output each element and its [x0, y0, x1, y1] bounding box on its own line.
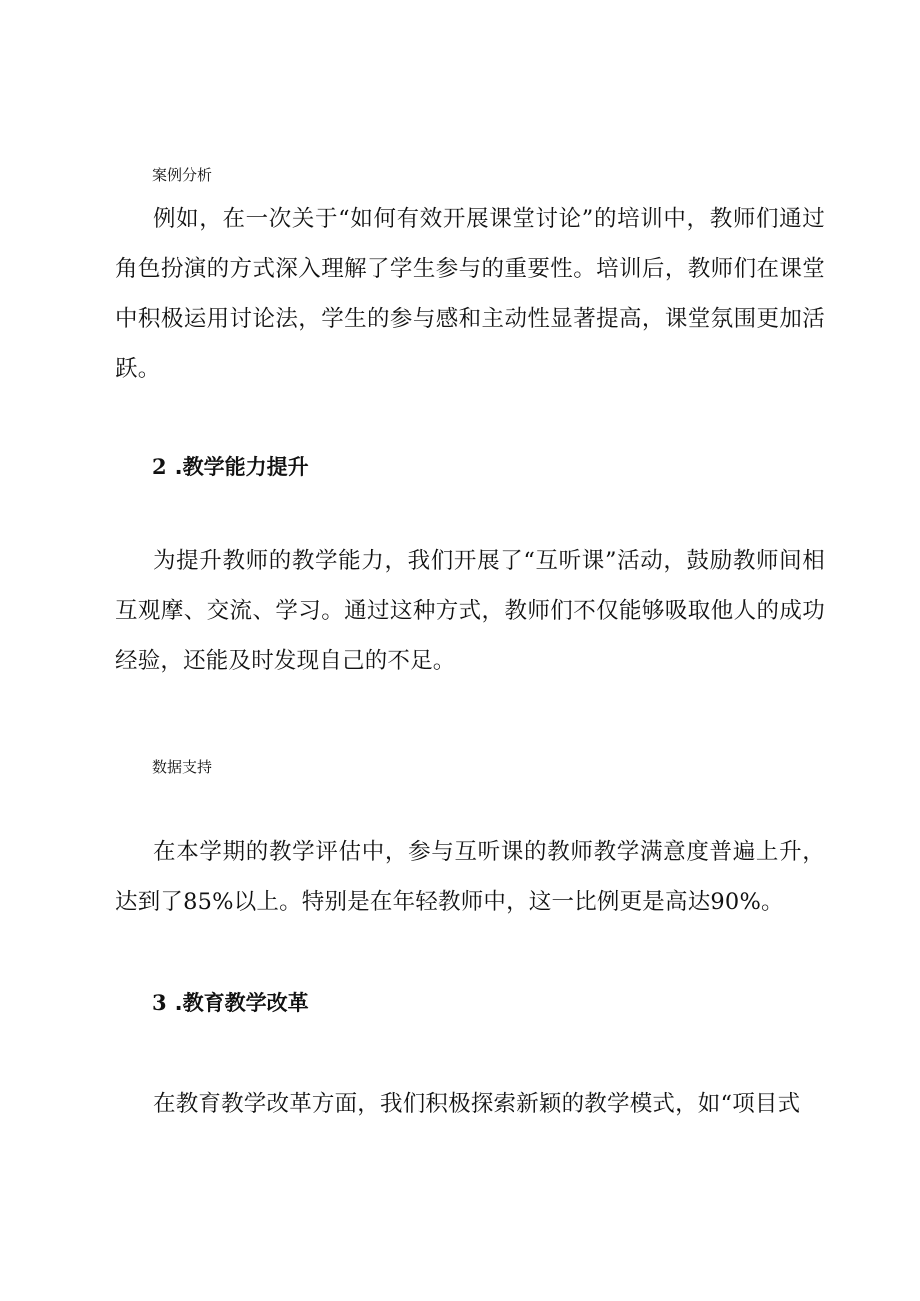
section-2-title: .教学能力提升 — [174, 455, 309, 479]
data-support-paragraph: 在本学期的教学评估中，参与互听课的教师教学满意度普遍上升，达到了85%以上。特别是在年轻教师中，这一比例更是高达90%。 — [115, 839, 825, 915]
case-analysis-paragraph: 例如，在一次关于“如何有效开展课堂讨论”的培训中，教师们通过角色扮演的方式深入理解了学生参与的重要性。培训后，教师们在课堂中积极运用讨论法，学生的参与感和主动性显著提高，课堂氛围更加活跃。 — [115, 206, 825, 382]
section-3-title: .教育教学改革 — [174, 991, 309, 1015]
section-3-paragraph: 在教育教学改革方面，我们积极探索新颖的教学模式，如“项目式 — [153, 1091, 801, 1117]
data-support-label: 数据支持 — [152, 758, 213, 776]
section-3-number: 3 — [152, 990, 167, 1015]
section-3-heading — [152, 988, 309, 1018]
section-2-paragraph: 为提升教师的教学能力，我们开展了“互听课”活动，鼓励教师间相互观摩、交流、学习。通过这种方式，教师们不仅能够吸取他人的成功经验，还能及时发现自己的不足。 — [115, 548, 825, 674]
section-2-heading — [152, 452, 309, 482]
case-analysis-label: 案例分析 — [152, 166, 213, 184]
section-2-number: 2 — [152, 454, 167, 479]
